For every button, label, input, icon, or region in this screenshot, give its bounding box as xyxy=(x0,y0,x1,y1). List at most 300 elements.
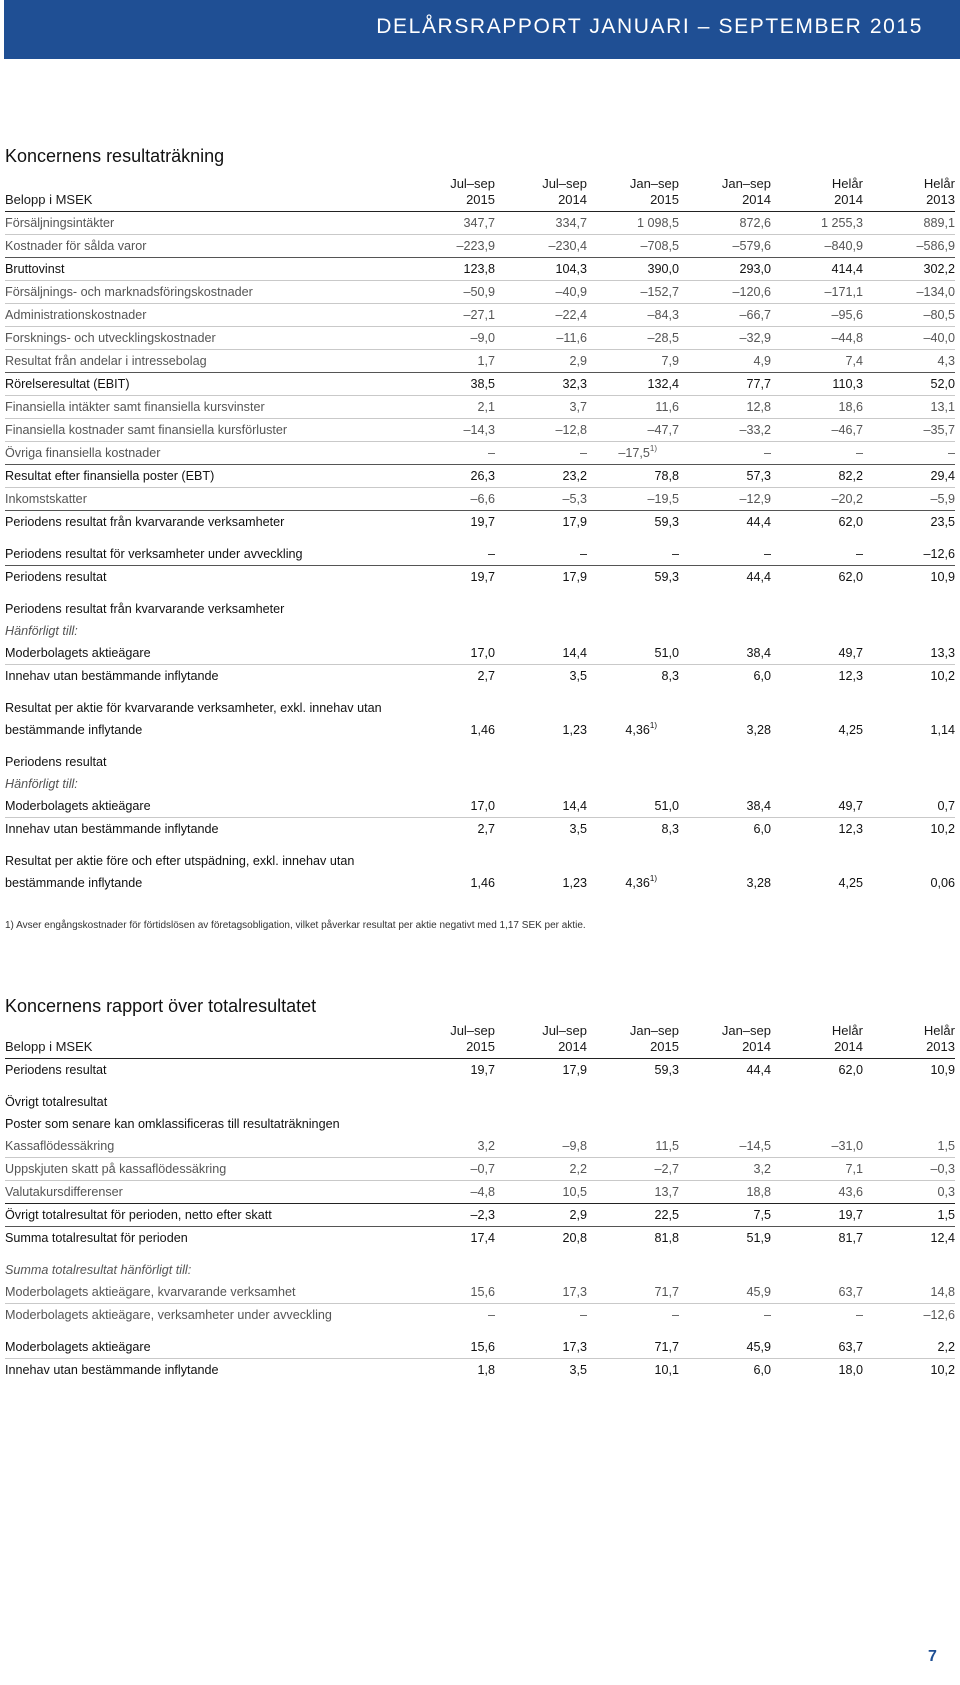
row-label: Moderbolagets aktieägare, verksamheter under avveckling xyxy=(5,1307,332,1322)
cell: –31,0 xyxy=(771,1135,863,1158)
row-label: Summa totalresultat för perioden xyxy=(5,1226,403,1249)
cell: –50,9 xyxy=(403,280,495,303)
footnote-marker: 1) xyxy=(649,443,657,453)
cell: –17,5$^{1)}$ xyxy=(618,443,657,460)
cell: 6,0 xyxy=(753,668,771,683)
cell: 44,4 xyxy=(679,510,771,533)
section-title-income-statement: Koncernens resultaträkning xyxy=(5,146,225,166)
cell: 45,9 xyxy=(679,1281,771,1304)
column-header: Jul–sep 2015 xyxy=(403,173,495,211)
cell: 1,8 xyxy=(477,1362,495,1377)
table-row xyxy=(5,1358,955,1381)
row-label: Resultat efter finansiella poster (EBT) xyxy=(5,464,403,487)
cell: –12,6 xyxy=(923,1307,955,1322)
group-label: Resultat per aktie före och efter utspädning, exkl. innehav utan xyxy=(5,853,355,868)
cell: – xyxy=(763,445,771,460)
cell: –9,8 xyxy=(495,1135,587,1158)
cell: 4,36$^{1)}$ xyxy=(625,873,657,890)
table-row xyxy=(5,1281,955,1304)
table-row xyxy=(5,1336,955,1359)
cell: 3,28 xyxy=(746,875,771,890)
row-label: Rörelseresultat (EBIT) xyxy=(5,372,403,395)
footnote-marker: 1) xyxy=(649,720,657,730)
cell: –708,5 xyxy=(640,238,679,253)
cell: 4,36$^{1)}$ xyxy=(625,720,657,737)
table-row xyxy=(5,1203,955,1226)
cell: 38,4 xyxy=(679,642,771,665)
column-header: Jul–sep 2014 xyxy=(495,1020,587,1058)
cell: 81,8 xyxy=(587,1226,679,1249)
cell: 44,4 xyxy=(746,1062,771,1077)
cell: –14,3 xyxy=(403,418,495,441)
cell: 23,2 xyxy=(495,464,587,487)
table-row xyxy=(5,565,955,588)
cell: 1,5 xyxy=(863,1135,955,1158)
cell: –22,4 xyxy=(495,303,587,326)
cell: 3,2 xyxy=(403,1135,495,1158)
column-header: Jan–sep 2014 xyxy=(679,1020,771,1058)
cell: –12,9 xyxy=(739,491,771,506)
cell: 10,9 xyxy=(863,565,955,588)
cell: –12,6 xyxy=(923,546,955,561)
cell: 2,9 xyxy=(495,1203,587,1226)
cell: –14,5 xyxy=(679,1135,771,1158)
cell: – xyxy=(855,445,863,460)
cell: –223,9 xyxy=(456,238,495,253)
cell: – xyxy=(579,1307,587,1322)
table-row xyxy=(5,372,955,395)
spacer-row xyxy=(5,687,955,697)
cell: 1,46 xyxy=(470,722,495,737)
cell: 10,1 xyxy=(654,1362,679,1377)
table-row xyxy=(5,1091,955,1113)
cell: 81,7 xyxy=(771,1226,863,1249)
cell: 38,5 xyxy=(403,372,495,395)
cell: 18,6 xyxy=(771,395,863,418)
cell: 20,8 xyxy=(495,1226,587,1249)
cell: 12,3 xyxy=(838,821,863,836)
cell: – xyxy=(487,1307,495,1322)
cell: 32,3 xyxy=(495,372,587,395)
cell: 19,7 xyxy=(470,1062,495,1077)
cell: 14,8 xyxy=(863,1281,955,1304)
table-row xyxy=(5,719,955,741)
cell: – xyxy=(947,445,955,460)
cell: 889,1 xyxy=(863,211,955,234)
table-row xyxy=(5,598,955,620)
table-header-row xyxy=(5,1020,955,1058)
cell: –20,2 xyxy=(831,491,863,506)
cell: 62,0 xyxy=(771,565,863,588)
cell: 2,7 xyxy=(477,821,495,836)
table-row xyxy=(5,326,955,349)
cell: 104,3 xyxy=(495,257,587,280)
cell: 29,4 xyxy=(863,464,955,487)
cell: 13,7 xyxy=(654,1184,679,1199)
row-label: Moderbolagets aktieägare xyxy=(5,1336,403,1359)
cell: –230,4 xyxy=(548,238,587,253)
page-number: 7 xyxy=(928,1648,937,1665)
income-statement-table xyxy=(5,173,955,894)
cell: –84,3 xyxy=(587,303,679,326)
row-label: Finansiella kostnader samt finansiella kursförluster xyxy=(5,418,403,441)
cell: –5,9 xyxy=(930,491,955,506)
table-row xyxy=(5,234,955,257)
cell: 17,0 xyxy=(403,642,495,665)
table-row xyxy=(5,642,955,665)
cell: 2,7 xyxy=(477,668,495,683)
cell: 17,9 xyxy=(495,510,587,533)
row-label: Uppskjuten skatt på kassaflödessäkring xyxy=(5,1157,403,1180)
cell: 0,06 xyxy=(930,875,955,890)
cell: 10,9 xyxy=(930,1062,955,1077)
report-header-bar xyxy=(4,0,960,59)
cell: – xyxy=(671,1307,679,1322)
cell: 17,9 xyxy=(562,1062,587,1077)
column-header: Jul–sep 2014 xyxy=(495,173,587,211)
cell: 8,3 xyxy=(661,668,679,683)
cell: 1 098,5 xyxy=(587,211,679,234)
table-row xyxy=(5,280,955,303)
cell: –47,7 xyxy=(587,418,679,441)
cell: 1,23 xyxy=(562,722,587,737)
table-row xyxy=(5,664,955,687)
table-row xyxy=(5,1180,955,1203)
cell: 19,7 xyxy=(403,510,495,533)
row-label: bestämmande inflytande xyxy=(5,875,143,890)
table-row xyxy=(5,349,955,372)
row-label: Valutakursdifferenser xyxy=(5,1184,123,1199)
cell: 78,8 xyxy=(587,464,679,487)
cell: 43,6 xyxy=(838,1184,863,1199)
cell: 0,3 xyxy=(937,1184,955,1199)
spacer-row xyxy=(5,533,955,543)
cell: 49,7 xyxy=(771,795,863,818)
cell: –586,9 xyxy=(916,238,955,253)
table-row xyxy=(5,1226,955,1249)
row-label: Försäljningsintäkter xyxy=(5,211,403,234)
cell: –579,6 xyxy=(732,238,771,253)
column-header: Helår 2014 xyxy=(771,173,863,211)
cell: 293,0 xyxy=(679,257,771,280)
table-row xyxy=(5,872,955,894)
cell: 15,6 xyxy=(403,1281,495,1304)
cell: 17,4 xyxy=(403,1226,495,1249)
table-row xyxy=(5,1303,955,1326)
cell: 3,28 xyxy=(746,722,771,737)
cell: –44,8 xyxy=(771,326,863,349)
cell: 10,2 xyxy=(930,821,955,836)
cell: 49,7 xyxy=(771,642,863,665)
cell: 45,9 xyxy=(679,1336,771,1359)
spacer-row xyxy=(5,588,955,598)
table-row xyxy=(5,795,955,818)
table-row xyxy=(5,1058,955,1081)
cell: 872,6 xyxy=(679,211,771,234)
cell: 11,6 xyxy=(587,395,679,418)
spacer-row xyxy=(5,1081,955,1091)
cell: 17,0 xyxy=(403,795,495,818)
cell: – xyxy=(487,445,495,460)
column-header: Helår 2013 xyxy=(863,1020,955,1058)
table-row xyxy=(5,850,955,872)
cell: 44,4 xyxy=(679,565,771,588)
cell: 1 255,3 xyxy=(771,211,863,234)
cell: 18,0 xyxy=(838,1362,863,1377)
cell: – xyxy=(487,546,495,561)
cell: 3,5 xyxy=(569,1362,587,1377)
footnote-marker: 1) xyxy=(649,873,657,883)
cell: –9,0 xyxy=(403,326,495,349)
cell: 6,0 xyxy=(753,821,771,836)
cell: 2,9 xyxy=(569,353,587,368)
cell: 4,9 xyxy=(753,353,771,368)
cell: 10,2 xyxy=(930,668,955,683)
cell: 4,25 xyxy=(838,722,863,737)
cell: –152,7 xyxy=(587,280,679,303)
cell: 23,5 xyxy=(863,510,955,533)
cell: 59,3 xyxy=(587,565,679,588)
cell: –5,3 xyxy=(562,491,587,506)
cell: 14,4 xyxy=(495,642,587,665)
cell: 63,7 xyxy=(771,1336,863,1359)
table-row xyxy=(5,1135,955,1158)
cell: –46,7 xyxy=(771,418,863,441)
cell: 1,5 xyxy=(863,1203,955,1226)
cell: 19,7 xyxy=(403,565,495,588)
cell: –11,6 xyxy=(495,326,587,349)
cell: 12,3 xyxy=(838,668,863,683)
table-row xyxy=(5,464,955,487)
column-header: Helår 2014 xyxy=(771,1020,863,1058)
row-label: Moderbolagets aktieägare xyxy=(5,642,403,665)
cell: 59,3 xyxy=(654,1062,679,1077)
cell: 3,5 xyxy=(569,821,587,836)
cell: –0,3 xyxy=(863,1157,955,1180)
cell: 12,4 xyxy=(863,1226,955,1249)
cell: –134,0 xyxy=(863,280,955,303)
row-label: Moderbolagets aktieägare xyxy=(5,795,403,818)
cell: 19,7 xyxy=(771,1203,863,1226)
row-label: Övrigt totalresultat för perioden, netto efter skatt xyxy=(5,1203,403,1226)
table-row xyxy=(5,817,955,840)
cell: –27,1 xyxy=(403,303,495,326)
cell: –80,5 xyxy=(863,303,955,326)
cell: 1,46 xyxy=(470,875,495,890)
group-label: Periodens resultat xyxy=(5,754,107,769)
row-label: Kassaflödessäkring xyxy=(5,1135,403,1158)
table-row xyxy=(5,620,955,642)
table-row xyxy=(5,487,955,510)
comprehensive-income-table xyxy=(5,1020,955,1381)
cell: 7,5 xyxy=(679,1203,771,1226)
column-header: Jan–sep 2015 xyxy=(587,173,679,211)
cell: 62,0 xyxy=(771,510,863,533)
cell: 12,8 xyxy=(679,395,771,418)
row-label: Moderbolagets aktieägare, kvarvarande verksamhet xyxy=(5,1281,403,1304)
cell: 132,4 xyxy=(587,372,679,395)
table-row xyxy=(5,441,955,464)
cell: 13,1 xyxy=(863,395,955,418)
section-title-comprehensive-income: Koncernens rapport över totalresultatet xyxy=(5,996,317,1016)
cell: 14,4 xyxy=(495,795,587,818)
cell: 390,0 xyxy=(587,257,679,280)
cell: 38,4 xyxy=(679,795,771,818)
cell: 17,3 xyxy=(495,1281,587,1304)
cell: –35,7 xyxy=(863,418,955,441)
group-label: Resultat per aktie för kvarvarande verksamheter, exkl. innehav utan xyxy=(5,700,382,715)
table-header-row xyxy=(5,173,955,211)
cell: 26,3 xyxy=(403,464,495,487)
spacer-row xyxy=(5,1249,955,1259)
row-label: Finansiella intäkter samt finansiella kursvinster xyxy=(5,395,403,418)
cell: 1,7 xyxy=(477,353,495,368)
cell: 110,3 xyxy=(771,372,863,395)
cell: 17,3 xyxy=(495,1336,587,1359)
row-label: Innehav utan bestämmande inflytande xyxy=(5,668,219,683)
cell: – xyxy=(671,546,679,561)
table-row xyxy=(5,211,955,234)
attribution-label: Summa totalresultat hänförligt till: xyxy=(5,1262,192,1277)
cell: 7,9 xyxy=(661,353,679,368)
cell: 10,2 xyxy=(930,1362,955,1377)
cell: 11,5 xyxy=(587,1135,679,1158)
cell: 1,14 xyxy=(930,722,955,737)
table-row xyxy=(5,1113,955,1135)
cell: 8,3 xyxy=(661,821,679,836)
column-header: Jan–sep 2015 xyxy=(587,1020,679,1058)
table-row xyxy=(5,418,955,441)
cell: 123,8 xyxy=(403,257,495,280)
report-title: DELÅRSRAPPORT JANUARI – SEPTEMBER 2015 xyxy=(376,15,923,38)
cell: 51,0 xyxy=(587,642,679,665)
cell: 59,3 xyxy=(587,510,679,533)
footnote-text: 1) Avser engångskostnader för förtidslösen av företagsobligation, vilket påverkar resultat per aktie negativt med 1,17 SEK per aktie. xyxy=(5,920,586,931)
cell: 0,7 xyxy=(863,795,955,818)
cell: –19,5 xyxy=(647,491,679,506)
row-label: Periodens resultat xyxy=(5,1062,107,1077)
cell: – xyxy=(855,546,863,561)
table-row xyxy=(5,510,955,533)
cell: 17,9 xyxy=(495,565,587,588)
cell: 302,2 xyxy=(863,257,955,280)
cell: 18,8 xyxy=(746,1184,771,1199)
cell: 7,1 xyxy=(771,1157,863,1180)
cell: 4,3 xyxy=(937,353,955,368)
cell: –33,2 xyxy=(679,418,771,441)
cell: 3,7 xyxy=(495,395,587,418)
row-label: bestämmande inflytande xyxy=(5,722,143,737)
table-row xyxy=(5,395,955,418)
cell: – xyxy=(763,1307,771,1322)
column-header: Helår 2013 xyxy=(863,173,955,211)
cell: 2,2 xyxy=(863,1336,955,1359)
cell: 334,7 xyxy=(495,211,587,234)
cell: 71,7 xyxy=(587,1281,679,1304)
cell: – xyxy=(855,1307,863,1322)
cell: –66,7 xyxy=(679,303,771,326)
table-row xyxy=(5,1259,955,1281)
cell: 51,9 xyxy=(679,1226,771,1249)
table-row xyxy=(5,1157,955,1180)
row-label: Resultat från andelar i intressebolag xyxy=(5,353,207,368)
row-label: Innehav utan bestämmande inflytande xyxy=(5,821,219,836)
row-label: Forsknings- och utvecklingskostnader xyxy=(5,326,403,349)
row-label: Bruttovinst xyxy=(5,257,403,280)
table-row xyxy=(5,751,955,773)
cell: 414,4 xyxy=(771,257,863,280)
column-header: Jul–sep 2015 xyxy=(403,1020,495,1058)
label-header: Belopp i MSEK xyxy=(5,173,403,211)
cell: –4,8 xyxy=(470,1184,495,1199)
cell: 15,6 xyxy=(403,1336,495,1359)
cell: 57,3 xyxy=(679,464,771,487)
label-header: Belopp i MSEK xyxy=(5,1020,403,1058)
attribution-label: Hänförligt till: xyxy=(5,623,78,638)
cell: – xyxy=(763,546,771,561)
cell: –12,8 xyxy=(495,418,587,441)
spacer-row xyxy=(5,840,955,850)
cell: 77,7 xyxy=(679,372,771,395)
cell: 6,0 xyxy=(753,1362,771,1377)
group-label: Övrigt totalresultat xyxy=(5,1094,108,1109)
group-label: Poster som senare kan omklassificeras till resultaträkningen xyxy=(5,1116,340,1131)
row-label: Inkomstskatter xyxy=(5,491,87,506)
row-label: Periodens resultat från kvarvarande verksamheter xyxy=(5,510,403,533)
table-row xyxy=(5,543,955,566)
spacer-row xyxy=(5,1326,955,1336)
cell: 22,5 xyxy=(587,1203,679,1226)
cell: 82,2 xyxy=(771,464,863,487)
cell: –840,9 xyxy=(824,238,863,253)
cell: 71,7 xyxy=(587,1336,679,1359)
row-label: Övriga finansiella kostnader xyxy=(5,445,161,460)
cell: 3,5 xyxy=(569,668,587,683)
cell: 2,2 xyxy=(495,1157,587,1180)
cell: 4,25 xyxy=(838,875,863,890)
cell: –2,3 xyxy=(403,1203,495,1226)
cell: 62,0 xyxy=(838,1062,863,1077)
table-row xyxy=(5,697,955,719)
cell: 7,4 xyxy=(845,353,863,368)
row-label: Periodens resultat xyxy=(5,565,403,588)
spacer-row xyxy=(5,741,955,751)
cell: 63,7 xyxy=(771,1281,863,1304)
table-row xyxy=(5,257,955,280)
cell: 51,0 xyxy=(587,795,679,818)
column-header: Jan–sep 2014 xyxy=(679,173,771,211)
table-row xyxy=(5,303,955,326)
row-label: Administrationskostnader xyxy=(5,303,403,326)
row-label: Innehav utan bestämmande inflytande xyxy=(5,1362,219,1377)
cell: –40,0 xyxy=(863,326,955,349)
cell: –171,1 xyxy=(771,280,863,303)
cell: –28,5 xyxy=(587,326,679,349)
cell: –0,7 xyxy=(403,1157,495,1180)
group-label: Periodens resultat från kvarvarande verksamheter xyxy=(5,601,285,616)
cell: –120,6 xyxy=(679,280,771,303)
cell: –6,6 xyxy=(470,491,495,506)
row-label: Periodens resultat för verksamheter under avveckling xyxy=(5,546,303,561)
attribution-label: Hänförligt till: xyxy=(5,776,78,791)
cell: – xyxy=(579,445,587,460)
cell: –95,6 xyxy=(771,303,863,326)
cell: 13,3 xyxy=(863,642,955,665)
cell: 347,7 xyxy=(403,211,495,234)
cell: 10,5 xyxy=(562,1184,587,1199)
row-label: Kostnader för sålda varor xyxy=(5,238,147,253)
cell: 3,2 xyxy=(679,1157,771,1180)
